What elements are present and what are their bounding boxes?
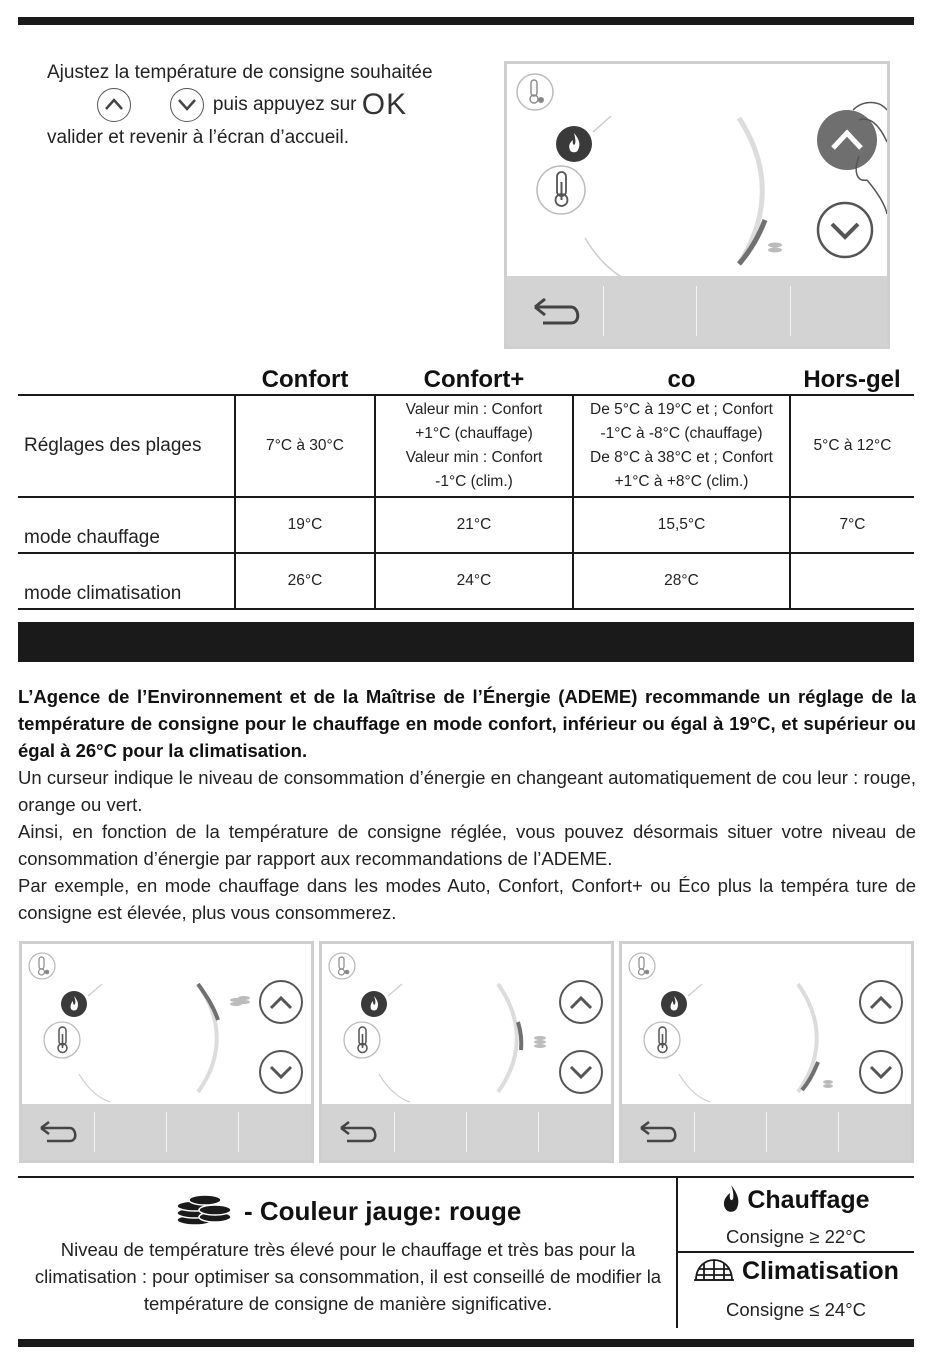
settings-thermometer-icon [517, 74, 553, 110]
gauge-title-text: - Couleur jauge: rouge [243, 1196, 522, 1226]
down-arrow-icon [170, 88, 204, 122]
cell-line: -1°C à -8°C (chauffage) [600, 425, 763, 442]
cooling-value: Consigne ≤ 24°C [726, 1299, 866, 1320]
down-button [818, 203, 872, 257]
flame-icon [556, 126, 592, 162]
row-label: mode climatisation [24, 583, 182, 604]
screen-bottom-bar [507, 276, 887, 346]
table-cell [790, 553, 914, 609]
heating-title-text: Chauffage [747, 1186, 870, 1214]
table-cell [573, 395, 790, 497]
cell-line: -1°C (clim.) [435, 473, 513, 490]
coins-icon [768, 243, 782, 253]
thermostat-screen-small-1 [19, 941, 314, 1163]
settings-thermometer-icon [629, 953, 655, 979]
ademe-paragraph-3: Par exemple, en mode chauffage dans les modes Auto, Confort, Confort+ ou Éco plus la tempéra ture de consigne est élevée, plus vous consommerez. [18, 875, 916, 923]
table-cell [790, 395, 914, 497]
heating-title [678, 1184, 914, 1215]
cell-line: 19°C [287, 516, 323, 533]
ademe-bold-paragraph [18, 683, 916, 764]
cell-line: De 8°C à 38°C et ; Confort [590, 449, 773, 466]
settings-thermometer-icon [329, 953, 355, 979]
header-confort-plus: Confort+ [423, 366, 525, 393]
screen-bottom-bar [22, 1104, 311, 1160]
up-button [260, 981, 302, 1023]
thermostat-screen-small-3 [619, 941, 914, 1163]
plages-table [18, 360, 914, 610]
cell-line: 26°C [287, 572, 323, 589]
table-cell [790, 497, 914, 553]
table-cell [375, 553, 573, 609]
row-label: Réglages des plages [24, 435, 202, 456]
ademe-paragraph-2: Ainsi, en fonction de la température de consigne réglée, vous pouvez désormais situer votre niveau de consommation d’énergie par rapport aux recommandations de l’ADEME. [18, 821, 916, 869]
flame-icon [361, 991, 387, 1017]
table-cell [235, 553, 375, 609]
header-empty [18, 360, 235, 395]
instruction-text [47, 58, 487, 152]
cell-line: 7°C [839, 516, 866, 533]
up-button [560, 981, 602, 1023]
header-confort: Confort [261, 366, 349, 393]
up-arrow-icon [97, 88, 131, 122]
down-button [260, 1051, 302, 1093]
top-rule [18, 17, 914, 25]
table-cell [573, 497, 790, 553]
settings-thermometer-icon [29, 953, 55, 979]
info-box-thresholds [678, 1178, 914, 1328]
header-eco: co [667, 366, 696, 393]
table-row [18, 497, 914, 553]
gauge-description: Niveau de température très élevé pour le chauffage et très bas pour la climatisation : pour optimiser sa consommation, il est conseillé de modifier la température de consigne de manière significative. [34, 1239, 662, 1314]
thermometer-icon [644, 1022, 680, 1058]
cooling-title [678, 1257, 914, 1286]
cell-line: +1°C (chauffage) [415, 425, 533, 442]
cell-line: 28°C [664, 572, 699, 589]
back-arrow-icon[interactable] [38, 1119, 82, 1147]
coins-icon [230, 996, 250, 1006]
bottom-rule [18, 1339, 914, 1347]
header-hors-gel: Hors-gel [803, 366, 901, 393]
table-cell [573, 553, 790, 609]
table-cell [375, 395, 573, 497]
gauge-title [18, 1194, 676, 1227]
section-band [18, 622, 914, 662]
up-button [860, 981, 902, 1023]
flame-icon [661, 991, 687, 1017]
back-arrow-icon[interactable] [338, 1119, 382, 1147]
screen-bottom-bar [322, 1104, 611, 1160]
cell-line: 24°C [456, 572, 492, 589]
instruction-line-1: Ajustez la température de consigne souhaitée [47, 62, 433, 83]
thermostat-screen-small-2 [319, 941, 614, 1163]
table-cell [375, 497, 573, 553]
instruction-line-3: valider et revenir à l’écran d’accueil. [47, 127, 350, 148]
heating-value: Consigne ≥ 22°C [726, 1226, 866, 1247]
back-arrow-icon[interactable] [638, 1119, 682, 1147]
cell-line: De 5°C à 19°C et ; Confort [590, 401, 773, 418]
ademe-bold-text: L’Agence de l’Environnement et de la Maîtrise de l’Énergie (ADEME) recommande un réglage de la température de consigne pour le chauffage en mode confort, inférieur ou égal à 19°C, et supérieur ou égal à 26°C pour la climatisation. [18, 686, 916, 761]
back-arrow-icon[interactable] [531, 295, 585, 329]
coins-icon [534, 1036, 546, 1048]
cell-line: Valeur min : Confort [405, 449, 543, 466]
ademe-paragraph-1: Un curseur indique le niveau de consommation d’énergie en changeant automatiquement de cou leur : rouge, orange ou vert. [18, 767, 916, 815]
thermometer-icon [344, 1022, 380, 1058]
table-cell [235, 395, 375, 497]
cell-line: 21°C [456, 516, 492, 533]
ok-label: OK [361, 88, 408, 121]
screen-bottom-bar [622, 1104, 911, 1160]
flame-icon [722, 1184, 740, 1214]
cell-line: 15,5°C [657, 516, 706, 533]
table-cell [235, 497, 375, 553]
thermometer-icon [44, 1022, 80, 1058]
down-button [560, 1051, 602, 1093]
snow-globe-icon [693, 1257, 735, 1283]
table-row [18, 395, 914, 497]
coins-icon [823, 1080, 833, 1088]
instruction-line-2: puis appuyez sur [212, 94, 357, 115]
down-button [860, 1051, 902, 1093]
thermometer-icon [537, 166, 585, 214]
flame-icon [61, 991, 87, 1017]
info-box-gauge [18, 1178, 676, 1328]
coins-stack-icon [173, 1194, 237, 1226]
thermostat-screen-large [504, 61, 890, 349]
cell-line: +1°C à +8°C (clim.) [614, 473, 749, 490]
cell-line: 7°C à 30°C [266, 437, 344, 454]
table-row [18, 553, 914, 609]
cell-line: Valeur min : Confort [405, 401, 543, 418]
row-label: mode chauffage [24, 527, 160, 548]
cooling-title-text: Climatisation [741, 1257, 899, 1285]
cell-line: 5°C à 12°C [813, 437, 892, 454]
